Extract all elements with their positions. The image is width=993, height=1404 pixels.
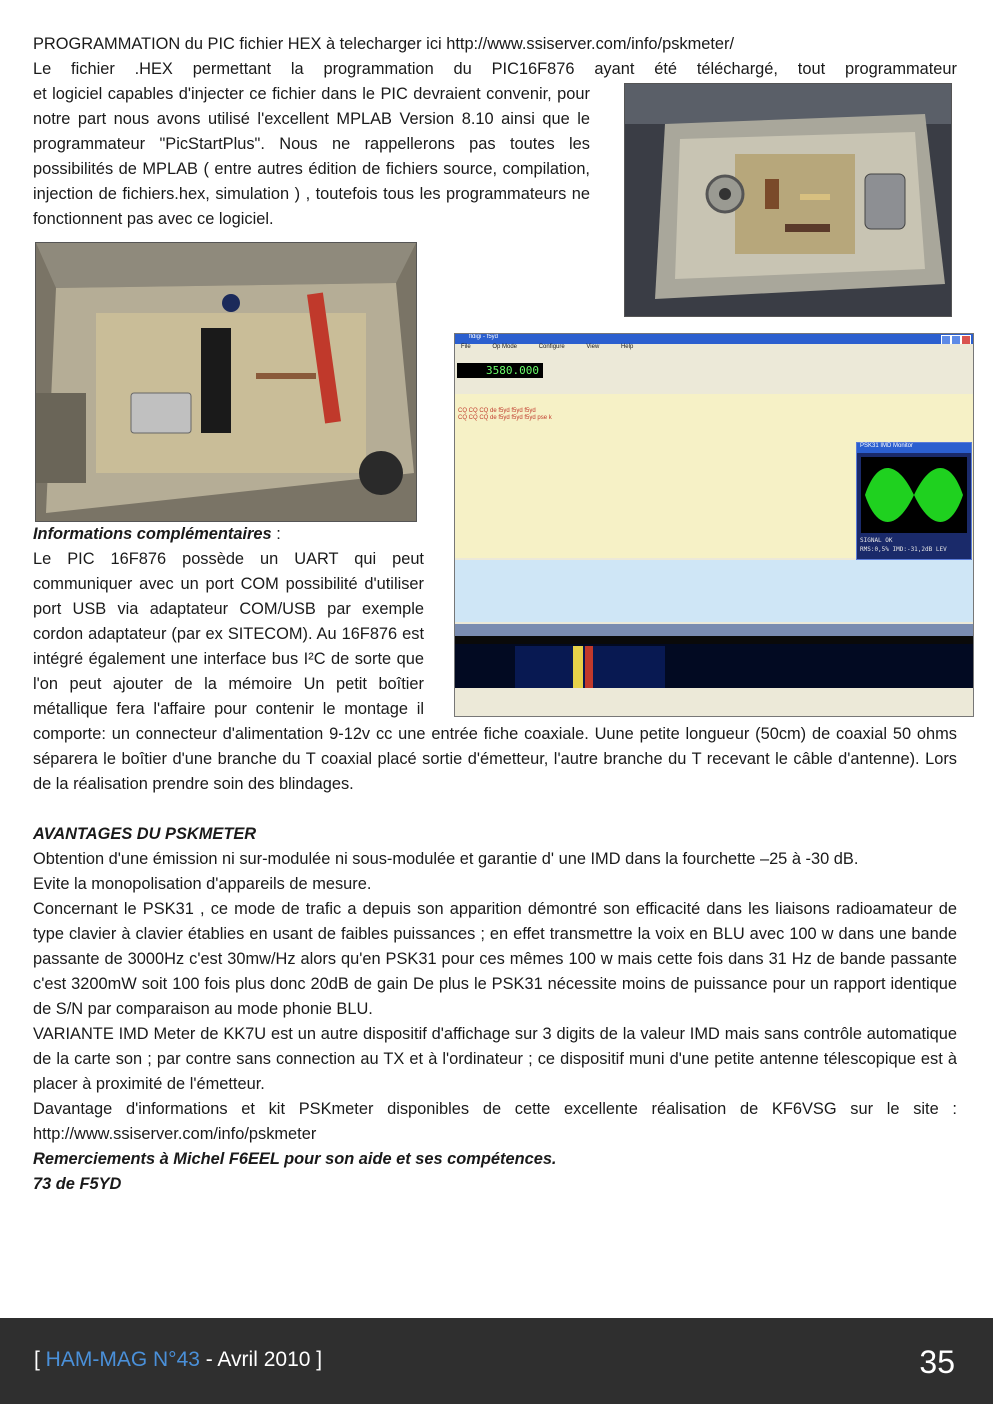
menu-help: Help bbox=[620, 344, 634, 350]
info-heading: Informations complémentaires bbox=[33, 525, 272, 543]
imd-value: RMS:0,5% IMD:-31,2dB LEV bbox=[860, 546, 947, 553]
page-footer bbox=[0, 1318, 993, 1404]
menu-view: View bbox=[586, 344, 600, 350]
screenshot-title: fldigi - f5yd bbox=[469, 334, 499, 340]
signal-status: SIGNAL OK bbox=[860, 537, 893, 544]
frequency-display: 3580.000 bbox=[457, 363, 543, 378]
imd-monitor-window bbox=[856, 442, 972, 560]
signature: 73 de F5YD bbox=[33, 1175, 122, 1193]
rx-line: CQ CQ CQ de f5yd f5yd f5yd bbox=[458, 408, 536, 414]
rx-line: CQ CQ CQ de f5yd f5yd f5yd pse k bbox=[458, 415, 552, 421]
paragraph-evite: Evite la monopolisation d'appareils de mesure. bbox=[33, 875, 372, 893]
info-colon: : bbox=[271, 525, 281, 543]
screenshot-titlebar bbox=[455, 334, 973, 344]
transmit-pane bbox=[455, 560, 973, 622]
photo-circuit-board bbox=[35, 242, 417, 522]
imd-monitor-title: PSK31 IMD Monitor bbox=[857, 443, 971, 453]
photo-metal-box-image bbox=[625, 84, 951, 316]
page-number: 35 bbox=[919, 1344, 955, 1380]
paragraph-variante: VARIANTE IMD Meter de KK7U est un autre dispositif d'affichage sur 3 digits de la valeur IMD mais sans contrôle automatique de la carte son ; par contre sans connection au TX et à l'ordinateur ; ce dispositif muni d'une petite antenne télescopique est à placer à proximité de l'émetteur. bbox=[33, 1025, 957, 1093]
hex-paragraph: et logiciel capables d'injecter ce fichier dans le PIC devraient convenir, pour notre part nous avons utilisé l'excellent MPLAB Version 8.10 ainsi que le programmateur "PicStartPlus". Nous ne rappellerons pas toutes les possibilités de MPLAB ( entre autres édition de fichiers source, compilation, injection de fichiers.hex, simulation ) , toutefois tous les programmateurs ne fonctionnent pas avec ce logiciel. bbox=[33, 85, 590, 228]
waterfall-image bbox=[455, 636, 973, 688]
avantages-heading: AVANTAGES DU PSKMETER bbox=[33, 825, 257, 843]
control-bar bbox=[455, 688, 973, 716]
waterfall bbox=[455, 636, 973, 688]
paragraph-concernant: Concernant le PSK31 , ce mode de trafic a depuis son apparition démontré son efficacité dans les liaisons radioamateur de type clavier à clavier établies en usant de faibles puissances ; en effet transmettre la voix en BLU avec 100 w dans une bande passante de 3000Hz c'est 30mw/Hz alors qu'en PSK31 pour ces mêmes 100 w mais cette fois dans 31 Hz de bande passante c'est 3200mW soit 100 fois plus donc 20dB de gain De plus le PSK31 nécessite moins de puissance pour un rapport identique de S/N par comparaison au mode phonie BLU. bbox=[33, 900, 957, 1018]
menu-configure: Configure bbox=[538, 344, 565, 350]
macro-buttons-bar bbox=[455, 624, 973, 636]
paragraph-obtention: Obtention d'une émission ni sur-modulée ni sous-modulée et garantie d' une IMD dans la fourchette –25 à -30 dB. bbox=[33, 850, 859, 868]
photo-circuit-board-image bbox=[36, 243, 416, 521]
imd-readout bbox=[860, 536, 947, 554]
menu-file: File bbox=[461, 344, 471, 350]
issue-date: - Avril 2010 ] bbox=[199, 1348, 323, 1371]
menu-opmode: Op Mode bbox=[492, 344, 518, 350]
magazine-label bbox=[34, 1348, 322, 1372]
fldigi-screenshot bbox=[454, 333, 974, 717]
bracket-open: [ bbox=[34, 1348, 46, 1371]
paragraph-davantage: Davantage d'informations et kit PSKmeter disponibles de cette excellente réalisation de KF6VSG sur le site : http://www.ssiserver.com/info/pskmeter bbox=[33, 1100, 957, 1143]
info-text: Le PIC 16F876 possède un UART qui peut communiquer avec un port COM possibilité d'utiliser port USB via adaptateur COM/USB par exemple cordon adaptateur (par ex SITECOM). Au 16F876 est intégré également une interface bus I²C de sorte que l'on peut ajouter de la mémoire Un petit boîtier métallique fera l'affaire pour contenir le montage il comporte: un connecteur d'alimentation 9-12v cc une entrée fiche coaxiale. Uune petite longueur (50cm) de coaxial 50 ohms séparera le boîtier d'une branche du T coaxial placé sortie d'émetteur, l'autre branche du T recevant le câble d'antenne). Lors de la réalisation prendre soin des blindages. bbox=[33, 550, 957, 793]
photo-metal-box bbox=[624, 83, 952, 317]
thanks-line: Remerciements à Michel F6EEL pour son aide et ses compétences. bbox=[33, 1150, 557, 1168]
oscilloscope bbox=[861, 457, 967, 533]
programming-line: PROGRAMMATION du PIC fichier HEX à telecharger ici http://www.ssiserver.com/info/pskmeter/ bbox=[33, 35, 735, 53]
scope-trace-image bbox=[861, 457, 967, 533]
screenshot-menubar bbox=[455, 344, 973, 353]
article bbox=[33, 32, 957, 1197]
hex-paragraph-lead: Le fichier .HEX permettant la programmation du PIC16F876 ayant été téléchargé, tout programmateur bbox=[33, 60, 957, 78]
magazine-name: HAM-MAG N°43 bbox=[45, 1348, 200, 1371]
